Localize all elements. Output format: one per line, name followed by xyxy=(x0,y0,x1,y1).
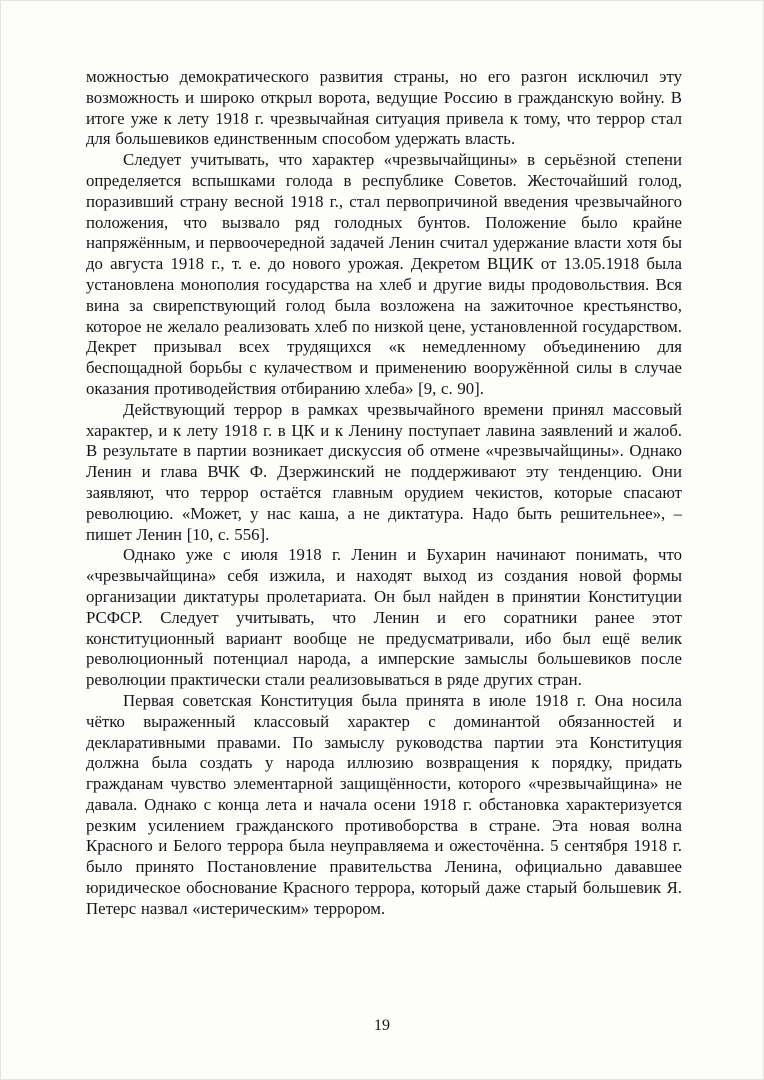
page-number: 19 xyxy=(374,1017,390,1034)
paragraph-terror-discussion: Действующий террор в рамках чрезвычайного времени принял массовый характер, и к лету 1918 г. в ЦК и к Ленину поступает лавина заявлений и жалоб. В результате в партии возникает дискуссия об отмене «чрезвычайщины». Однако Ленин и глава ВЧК Ф. Дзержинский не поддерживают эту тенденцию. Они заявляют, что террор остаётся главным орудием чекистов, которые спасают революцию. «Может, у нас каша, а не диктатура. Надо быть решительнее», – пишет Ленин [10, с. 556]. xyxy=(86,399,682,544)
paragraph-constitution-idea: Однако уже с июля 1918 г. Ленин и Бухарин начинают понимать, что «чрезвычайщина» себя изжила, и находят выход из создания новой формы организации диктатуры пролетариата. Он был найден в принятии Конституции РСФСР. Следует учитывать, что Ленин и его соратники ранее этот конституционный вариант вообще не предусматривали, ибо был ещё велик революционный потенциал народа, а имперские замыслы большевиков после революции практически стали реализовываться в ряде других стран. xyxy=(86,545,682,690)
body-text xyxy=(86,67,682,920)
paragraph-famine: Следует учитывать, что характер «чрезвычайщины» в серьёзной степени определяется вспышками голода в республике Советов. Жесточайший голод, поразивший страну весной 1918 г., стал первопричиной введения чрезвычайного положения, что вызвало ряд голодных бунтов. Положение было крайне напряжённым, и первоочередной задачей Ленин считал удержание власти хотя бы до августа 1918 г., т. е. до нового урожая. Декретом ВЦИК от 13.05.1918 была установлена монополия государства на хлеб и другие виды продовольствия. Вся вина за свирепствующий голод была возложена на зажиточное крестьянство, которое не желало реализовать хлеб по низкой цене, установленной государством. Декрет призывал всех трудящихся «к немедленному объединению для беспощадной борьбы с кулачеством и применению вооружённой силы в случае оказания противодействия отбиранию хлеба» [9, с. 90]. xyxy=(86,150,682,398)
paragraph-continuation: можностью демократического развития страны, но его разгон исключил эту возможность и широко открыл ворота, ведущие Россию в гражданскую войну. В итоге уже к лету 1918 г. чрезвычайная ситуация привела к тому, что террор стал для большевиков единственным способом удержать власть. xyxy=(86,67,682,149)
paragraph-first-constitution: Первая советская Конституция была принята в июле 1918 г. Она носила чётко выраженный классовый характер с доминантой обязанностей и декларативными правами. По замыслу руководства партии эта Конституция должна была создать у народа иллюзию возвращения к порядку, придать гражданам чувство элементарной защищённости, которого «чрезвычайщина» не давала. Однако с конца лета и начала осени 1918 г. обстановка характеризуется резким усилением гражданского противоборства в стране. Эта новая волна Красного и Белого террора была неуправляема и ожесточённа. 5 сентября 1918 г. было принято Постановление правительства Ленина, официально дававшее юридическое обоснование Красного террора, который даже старый большевик Я. Петерс назвал «истерическим» террором. xyxy=(86,690,682,918)
